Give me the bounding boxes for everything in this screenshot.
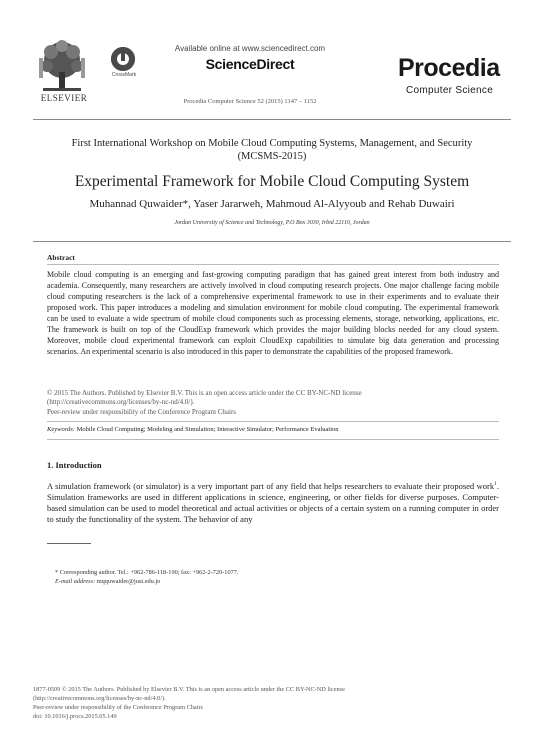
keywords-bottom-rule [47,439,499,440]
workshop-name [33,137,511,163]
footer-license-link[interactable]: (http://creativecommons.org/licenses/by-nc-nd/4.0/). [33,695,166,702]
author-email[interactable]: mqquwaider@just.edu.jo [95,578,161,585]
author-affiliation: Jordan University of Science and Technology, P.O Box 3030, Irbid 22110, Jordan [174,220,370,226]
title-rule [33,241,511,242]
corresponding-author: * Corresponding author. Tel.: +962-786-118-190; fax: +962-2-720-1077. [55,569,239,576]
author-email-line [55,577,475,586]
footnote [55,568,475,586]
paper-title: Experimental Framework for Mobile Cloud Computing System [74,173,470,190]
footer-line-1: 1877-0509 © 2015 The Authors. Published by Elsevier B.V. This is an open access article under the CC BY-NC-ND license [33,686,345,693]
intro-text-part-2: . Simulation frameworks are used in different applications in science, engineering, or other fields for diverse purposes. Computer-based simulation can be used to model theoretical and actual activities or objects of a certain system on a running computer in order to study the functionality of the system. The behavior of any [47,480,499,525]
footer-line-3: Peer-review under responsibility of the Conference Program Chairs [33,704,204,711]
abstract-heading: Abstract [47,253,75,262]
crossmark-icon[interactable] [111,47,135,71]
publisher-name: ELSEVIER [40,93,88,103]
abstract-text: Mobile cloud computing is an emerging and fast-growing computing paradigm that has gained great interest from both industry and academia. Consequently, many researchers are actively involved in cloud computing research projects. One major challenge facing mobile cloud computing researchers is the lack of a comprehensive experimental framework to use in their experiments and to evaluate their proposed work. This paper introduces a modeling and simulation environment for mobile cloud computing. The experimental framework can be used to evaluate a wide spectrum of mobile cloud components such as processing elements, storage, networking, applications, etc. The framework is built on top of the CloudExp framework which provides the major building blocks needed for any cloud system. Moreover, mobile cloud experimental framework can exploit CloudExp capabilities to simulate big data generation and processing scenarios. An experimental scenario is also introduced in this paper to demonstrate the capabilities of the proposed framework. [47,270,499,356]
copyright-line-1: © 2015 The Authors. Published by Elsevier B.V. This is an open access article under the CC BY-NC-ND license [47,389,362,397]
copyright-license-link[interactable]: (http://creativecommons.org/licenses/by-nc-nd/4.0/). [47,398,195,407]
available-online-link[interactable]: Available online at www.sciencedirect.com [174,44,326,53]
journal-citation: Procedia Computer Science 52 (2015) 1147 – 1152 [183,98,317,105]
introduction-text [47,479,499,526]
paper-authors: Muhannad Quwaider*, Yaser Jararweh, Mahmoud Al-Alyyoub and Rehab Duwairi [89,198,455,210]
keywords-label: Keywords: [47,426,75,433]
reference-1[interactable]: 1 [494,481,497,487]
header-rule [33,119,511,120]
workshop-line-1: First International Workshop on Mobile Cloud Computing Systems, Management, and Security [71,138,473,149]
abstract-copyright [47,389,499,417]
keywords-top-rule [47,421,499,422]
crossmark-label: CrossMark [111,72,137,78]
procedia-subtitle: Computer Science [406,85,494,96]
email-label: E-mail address: [55,578,96,585]
intro-text-part-1: A simulation framework (or simulator) is a very important part of any field that helps researchers to evaluate their proposed work [47,480,495,491]
introduction-heading: 1. Introduction [47,460,102,470]
workshop-line-2: (MCSMS-2015) [237,151,307,162]
copyright-line-3: Peer-review under responsibility of the Conference Program Chairs [47,407,236,416]
keywords-text: Mobile Cloud Computing; Modeling and Simulation; Interactive Simulator; Performance Evaluation [74,426,339,433]
sciencedirect-logo: ScienceDirect [205,56,295,72]
footnote-rule [47,543,91,544]
procedia-logo: Procedia [398,54,500,82]
page-footer [33,685,483,721]
abstract-rule [47,264,499,265]
footer-doi[interactable]: doi: 10.1016/j.procs.2015.05.149 [33,713,117,720]
keywords [47,426,499,433]
